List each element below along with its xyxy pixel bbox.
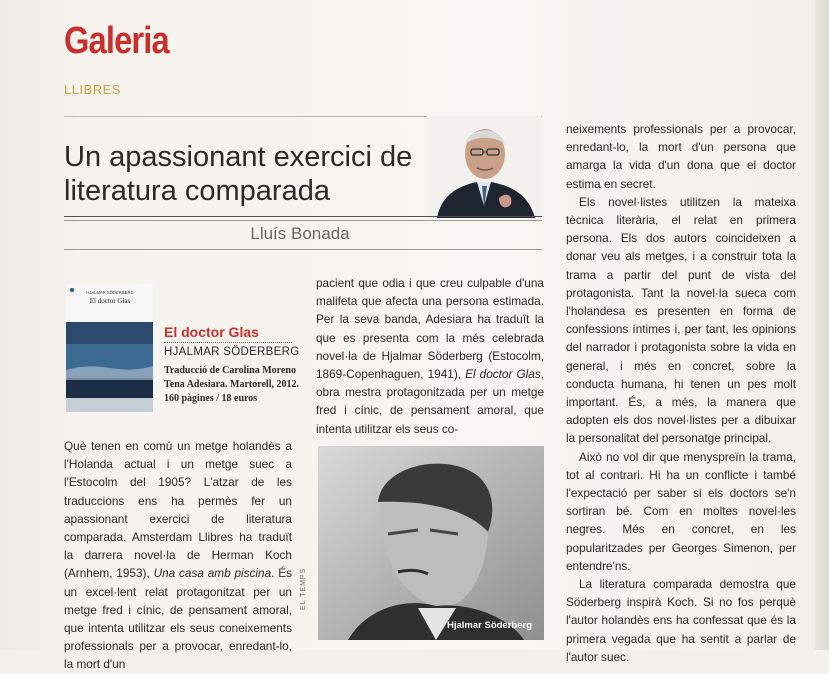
- paragraph: . És un excel·lent relat protagonitzat per un metge fred i cínic, de pensament amoral, que intenta utilitzar els seus coneixements professionals per a provocar, enredant-lo, la mort d'un: [64, 566, 293, 672]
- paragraph: Els novel·listes utilitzen la mateixa tècnica literària, el relat en primera persona. Els dos autors coincideixen a donar veu als metges, i a construir tota la trama a partir del punt de vista del protagonista. Tant la novel·la sueca com l'holandesa es presenten en forma de confessions íntimes i, per tant, les opinions del narrador i protagonista sobre la vida en general, i més en concret, sobre la conducta humana, hi tenen un pes molt important. És, a més, la manera que adopten els dos novel·listes per a dibuixar la personalitat del personatge principal.: [566, 194, 796, 446]
- section-kicker: LLIBRES: [64, 82, 121, 97]
- photo-caption: Hjalmar Söderberg: [447, 620, 532, 631]
- paragraph: La literatura comparada demostra que Söderberg inspirà Koch. Si no fos perquè l'autor holandès ens ha confessat que és la primera vegada que ha sentit a parlar de l'autor suec.: [566, 577, 796, 664]
- article-column-1: [64, 437, 292, 674]
- book-cover-series: HJALMAR SÖDERBERG: [86, 290, 134, 295]
- byline: Lluís Bonada: [250, 224, 350, 243]
- book-title-inline: El doctor Glas: [465, 367, 541, 382]
- divider: [64, 220, 542, 221]
- book-author: HJALMAR SÖDERBERG: [164, 346, 300, 358]
- book-title-inline: Una casa amb piscina: [153, 566, 272, 581]
- article-column-2: [316, 274, 544, 438]
- divider: [64, 249, 542, 250]
- book-cover-title: El doctor Glas: [89, 297, 131, 305]
- paragraph: pacient que odia i que creu culpable d'una malifeta que afecta una persona estimada. Per la seva banda, Adesiara ha traduït la que es presenta com la més celebrada novel·la de Hjalmar Söderberg (Estocolm, 1869-Copenhaguen, 1941),: [316, 276, 544, 382]
- divider: [164, 342, 292, 343]
- paragraph: Això no vol dir que menyspreïn la trama, tot al contrari. Hi ha un conflicte i també l'expectació per saber si els doctors se'n sortiran bé. Com en moltes novel·les negres. Més en concret, en les popularitzades per Georges Simenon, per entendre'ns.: [566, 449, 796, 573]
- paragraph: neixements professionals per a provocar, enredant-lo, la mort d'un persona que amarga la vida d'un dona que el doctor estima en secret.: [566, 122, 796, 191]
- book-title: El doctor Glas: [164, 324, 259, 340]
- headline: Un apassionant exercici de literatura comparada: [64, 141, 413, 207]
- book-cover: [66, 284, 153, 412]
- article-column-3: [566, 120, 796, 666]
- author-portrait: [427, 116, 541, 218]
- page-edge: [815, 0, 829, 650]
- book-details: Traducció de Carolina Moreno Tena Adesiara. Martorell, 2012. 160 pàgines / 18 euros: [164, 365, 299, 404]
- divider: [64, 216, 542, 217]
- paragraph: , obra mestra protagonitzada per un metge fred i cínic, de pensament amoral, que intenta utilitzar els seus co-: [316, 367, 544, 436]
- photo-credit: EL TEMPS: [300, 567, 307, 610]
- soderberg-photo: [318, 446, 544, 640]
- paragraph: Què tenen en comú un metge holandès a l'Holanda actual i un metge suec a l'Estocolm del 1905? L'atzar de les traduccions ens ha permès fer un apassionant exercici de literatura comparada. Amsterdam Llibres ha traduït la darrera novel·la de Herman Koch (Arnhem, 1953),: [64, 439, 292, 581]
- section-title: Galeria: [64, 20, 169, 62]
